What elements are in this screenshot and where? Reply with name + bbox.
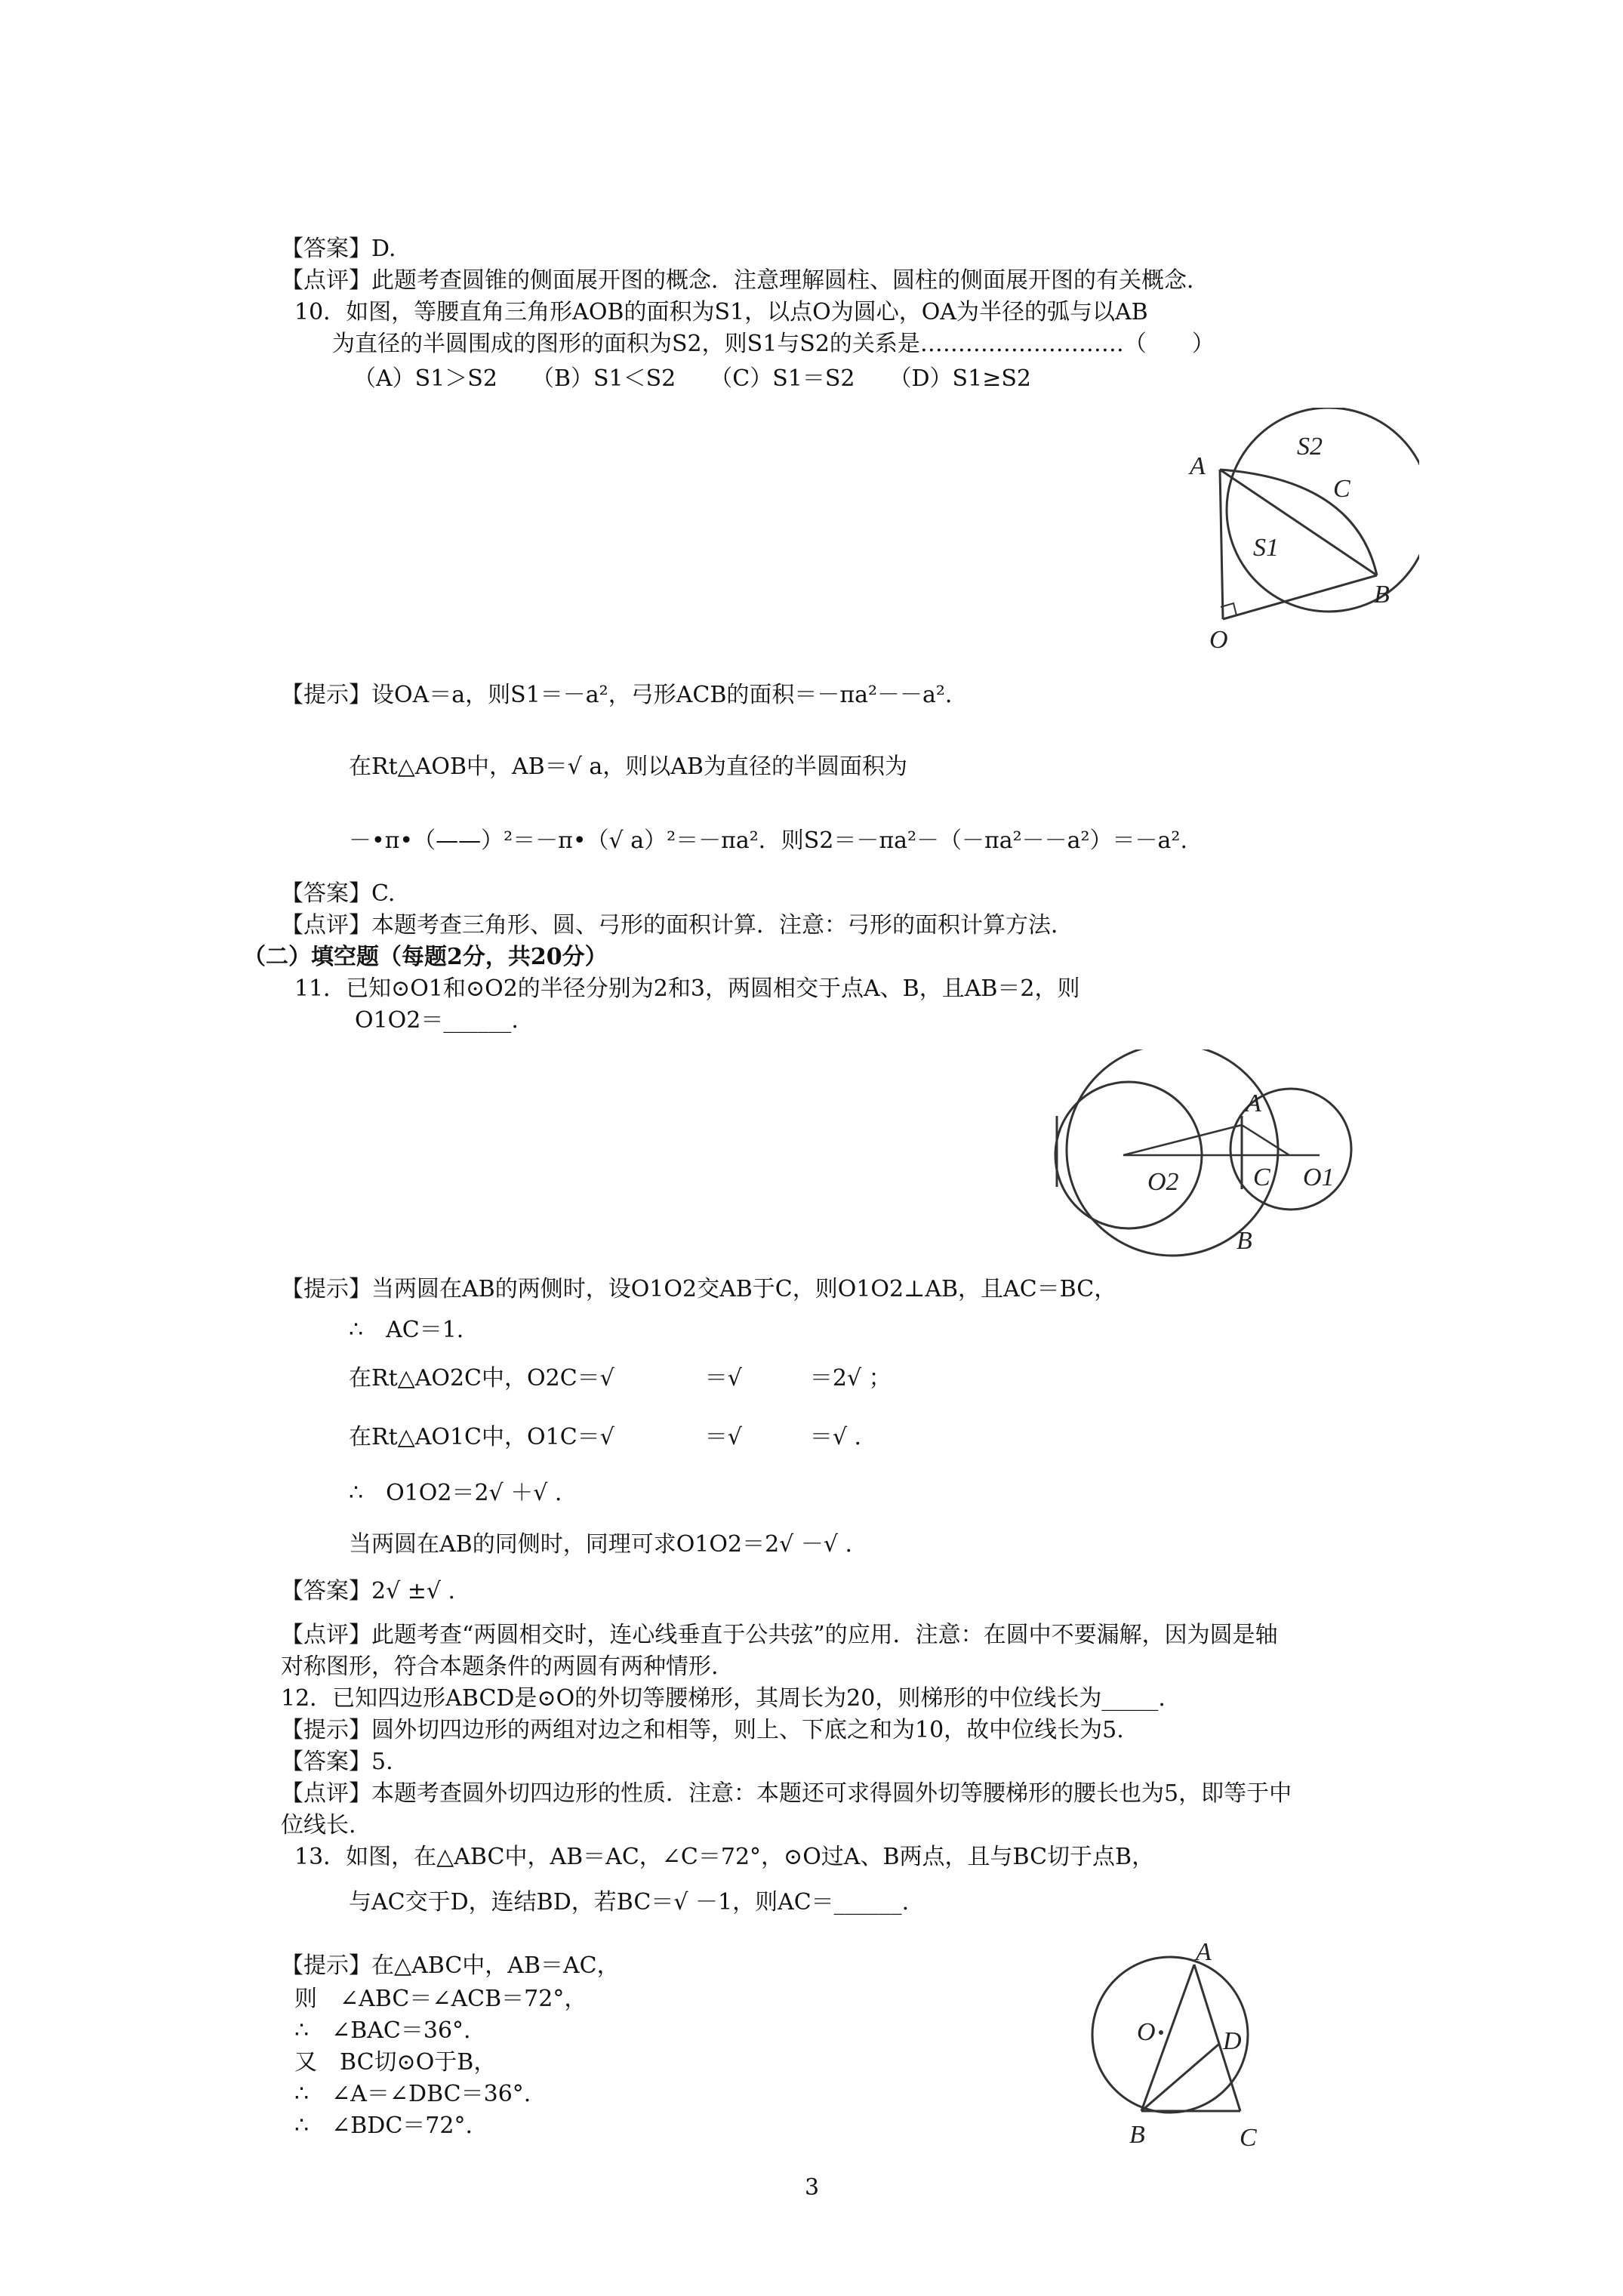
- label-O1: O1: [1303, 1163, 1335, 1191]
- label-B: B: [1236, 1227, 1252, 1255]
- page-number: 3: [805, 2174, 820, 2201]
- question-10-options: （A）S1＞S2 （B）S1＜S2 （C）S1＝S2 （D）S1≥S2: [353, 365, 1031, 392]
- comment-12: 【点评】本题考查圆外切四边形的性质．注意：本题还可求得圆外切等腰梯形的腰长也为5，即等于中: [281, 1780, 1292, 1807]
- question-10-cont: 为直径的半圆围成的图形的面积为S2，则S1与S2的关系是………………………（ ）: [332, 331, 1215, 357]
- question-10: 10．如图，等腰直角三角形AOB的面积为S1，以点O为圆心，OA为半径的弧与以AB: [294, 299, 1148, 325]
- label-O: O: [1137, 2018, 1156, 2046]
- hint-11-line4: 在Rt△AO1C中，O1C＝√ ＝√ ＝√ .: [349, 1424, 862, 1450]
- label-A: A: [1196, 1940, 1212, 1966]
- figure-13: [1064, 1940, 1313, 2152]
- label-C: C: [1240, 2124, 1257, 2152]
- comment-9: 【点评】此题考查圆锥的侧面展开图的概念．注意理解圆柱、圆柱的侧面展开图的有关概念．: [281, 267, 1209, 294]
- hint-11-line6: 当两圆在AB的同侧时，同理可求O1O2＝2√ －√ .: [349, 1531, 853, 1558]
- answer-12: 【答案】5.: [281, 1749, 393, 1775]
- label-O2: O2: [1147, 1168, 1179, 1196]
- figure-10: [1147, 408, 1419, 649]
- hint-11: 【提示】当两圆在AB的两侧时，设O1O2交AB于C，则O1O2⊥AB，且AC＝BC，: [281, 1276, 1117, 1302]
- hint-11-line5: ∴ O1O2＝2√ ＋√ .: [349, 1480, 562, 1506]
- label-B: B: [1129, 2121, 1145, 2149]
- label-B: B: [1374, 581, 1390, 609]
- section-fill-in: （二）填空题（每题2分，共20分）: [243, 944, 608, 970]
- hint-10: 【提示】设OA＝a，则S1＝－a²，弓形ACB的面积＝－πa²－－a².: [281, 682, 953, 708]
- hint-12: 【提示】圆外切四边形的两组对边之和相等，则上、下底之和为10，故中位线长为5.: [281, 1717, 1124, 1743]
- label-S2: S2: [1297, 433, 1323, 461]
- label-C: C: [1333, 475, 1350, 503]
- hint-13-line5: ∴ ∠A＝∠DBC＝36°.: [294, 2081, 531, 2107]
- label-A: A: [1246, 1089, 1261, 1117]
- hint-13-line6: ∴ ∠BDC＝72°.: [294, 2113, 473, 2139]
- answer-11: 【答案】2√ ±√ .: [281, 1578, 456, 1604]
- hint-11-line2: ∴ AC＝1.: [349, 1317, 464, 1343]
- label-O: O: [1209, 626, 1228, 649]
- hint-11-line3: 在Rt△AO2C中，O2C＝√ ＝√ ＝2√ ；: [349, 1365, 892, 1391]
- label-A: A: [1190, 452, 1206, 480]
- label-D: D: [1223, 2027, 1242, 2055]
- hint-13: 【提示】在△ABC中，AB＝AC，: [281, 1952, 620, 1979]
- hint-13-line3: ∴ ∠BAC＝36°.: [294, 2017, 471, 2044]
- figure-11: [1042, 1049, 1381, 1276]
- comment-10: 【点评】本题考查三角形、圆、弓形的面积计算．注意：弓形的面积计算方法．: [281, 912, 1073, 938]
- hint-13-line4: 又 BC切⊙O于B，: [294, 2049, 497, 2076]
- hint-10-line3: －•π•（——）²＝－π•（√ a）²＝－πa²．则S2＝－πa²－（－πa²－－a²）＝－a².: [349, 827, 1187, 854]
- hint-10-line2: 在Rt△AOB中，AB＝√ a，则以AB为直径的半圆面积为: [349, 754, 907, 780]
- question-11-cont: O1O2＝______.: [355, 1007, 519, 1034]
- answer-10: 【答案】C.: [281, 880, 396, 907]
- question-12: 12．已知四边形ABCD是⊙O的外切等腰梯形，其周长为20，则梯形的中位线长为_____.: [281, 1685, 1166, 1712]
- comment-12-cont: 位线长.: [281, 1812, 356, 1838]
- question-11: 11．已知⊙O1和⊙O2的半径分别为2和3，两圆相交于点A、B，且AB＝2，则: [294, 975, 1080, 1002]
- question-13: 13．如图，在△ABC中，AB＝AC，∠C＝72°，⊙O过A、B两点，且与BC切于点B，: [294, 1844, 1155, 1870]
- label-S1: S1: [1253, 534, 1279, 562]
- label-C: C: [1253, 1163, 1270, 1191]
- hint-13-line2: 则 ∠ABC＝∠ACB＝72°，: [294, 1986, 587, 2012]
- comment-11: 【点评】此题考查“两圆相交时，连心线垂直于公共弦”的应用．注意：在圆中不要漏解，因为圆是轴: [281, 1622, 1278, 1648]
- comment-11-cont: 对称图形，符合本题条件的两圆有两种情形.: [281, 1653, 719, 1680]
- answer-9: 【答案】D.: [281, 236, 396, 262]
- question-13-cont: 与AC交于D，连结BD，若BC＝√ －1，则AC＝______.: [349, 1889, 910, 1915]
